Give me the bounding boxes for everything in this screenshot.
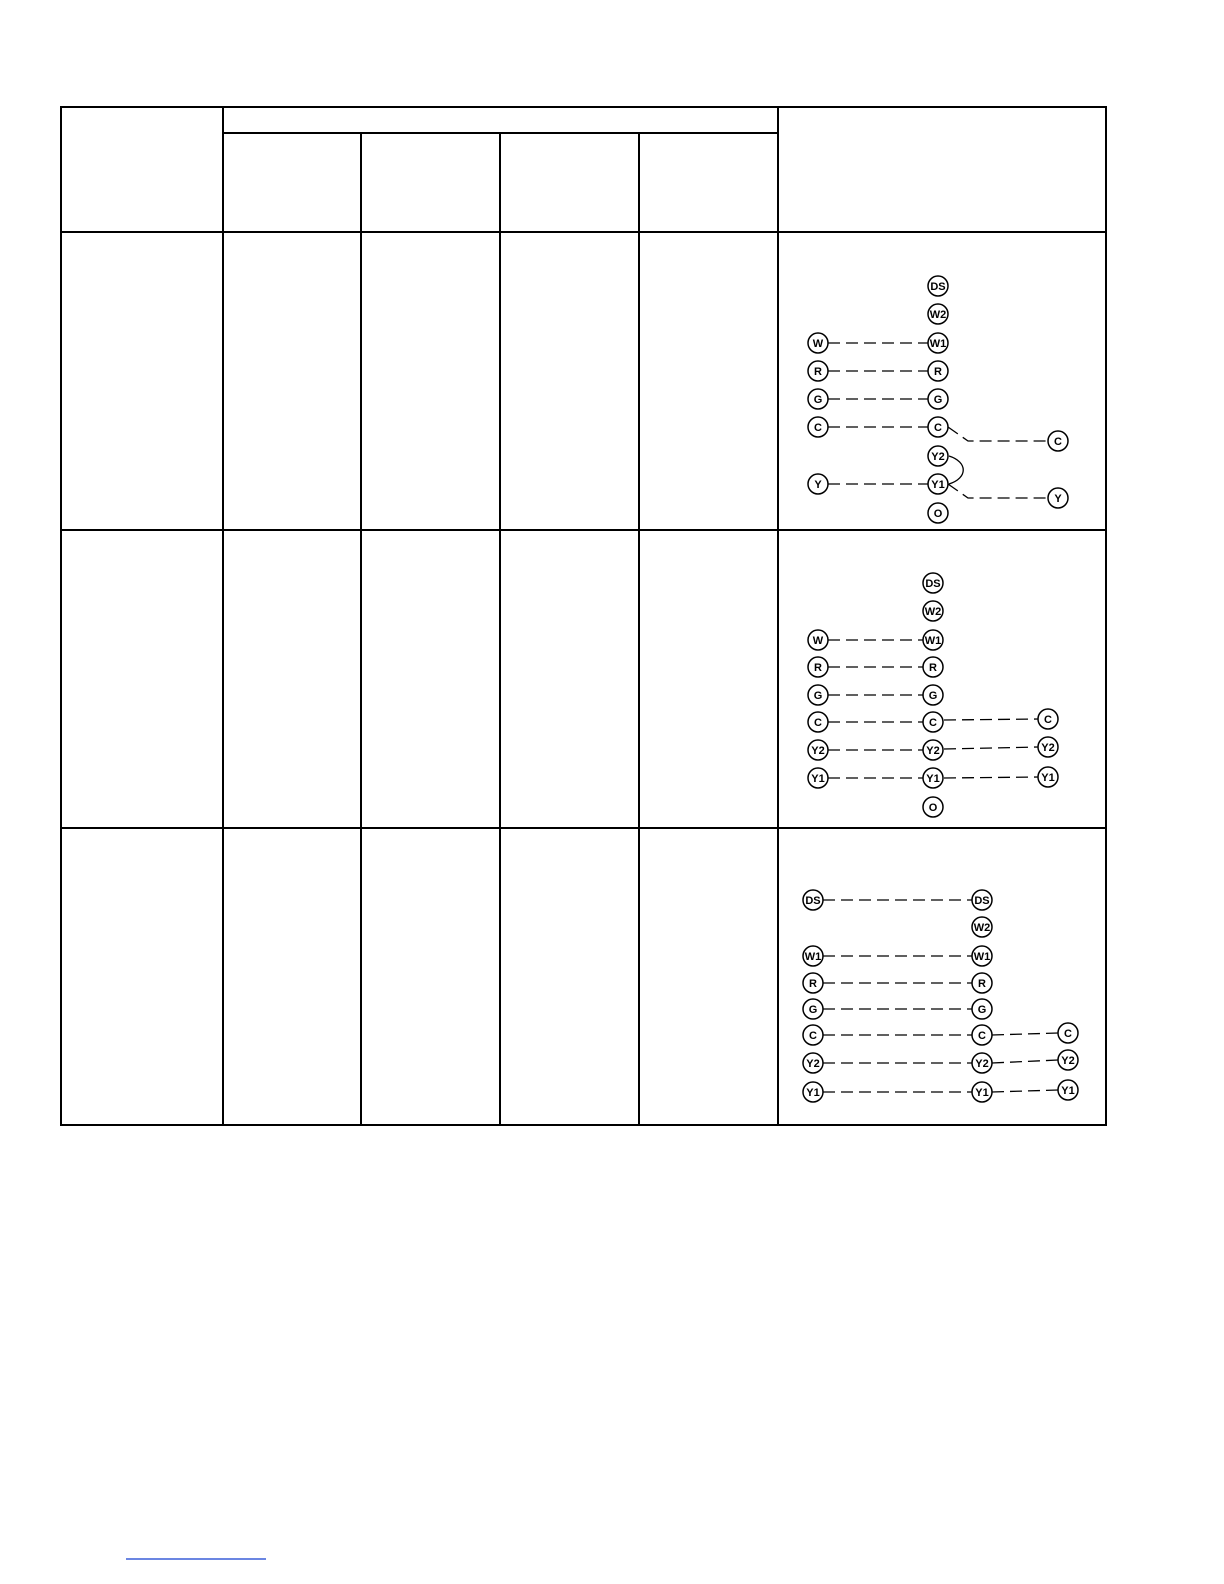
d1-board-c <box>928 417 948 437</box>
d1-board-y2-label: Y2 <box>931 451 945 463</box>
d1-outdoor-c-label: C <box>1054 436 1062 448</box>
d2-tstat-r-label: R <box>814 662 822 674</box>
d1-board-g-label: G <box>933 394 943 406</box>
d1-board-c-label: C <box>934 422 942 434</box>
d3-board-y2-label: Y2 <box>975 1058 989 1070</box>
d2-tstat-w-label: W <box>812 635 824 647</box>
d3-board-w2-label: W2 <box>973 922 991 934</box>
d2-tstat-y2 <box>808 740 828 760</box>
d3-board-r-label: R <box>978 978 986 990</box>
d3-tstat-ds-label: DS <box>805 895 821 907</box>
d1-board-o-label: O <box>933 508 943 520</box>
d2-outdoor-c <box>1038 709 1058 729</box>
d1-board-y2 <box>928 446 948 466</box>
d1-tstat-g <box>808 389 828 409</box>
d1-board-ds <box>928 276 948 296</box>
d3-board-y1 <box>972 1082 992 1102</box>
d2-board-r <box>923 657 943 677</box>
d1-outdoor-c <box>1048 431 1068 451</box>
d2-board-o-label: O <box>928 802 938 814</box>
d1-outdoor-y <box>1048 488 1068 508</box>
d2-board-w1 <box>923 630 943 650</box>
d3-tstat-r <box>803 973 823 993</box>
d2-board-ds-label: DS <box>925 578 941 590</box>
d3-board-ds-label: DS <box>974 895 990 907</box>
d2-board-y2-label: Y2 <box>926 745 940 757</box>
d2-tstat-r <box>808 657 828 677</box>
d1-board-w2 <box>928 304 948 324</box>
d2-tstat-w <box>808 630 828 650</box>
d3-outdoor-y1-label: Y1 <box>1061 1085 1075 1097</box>
d3-outdoor-c <box>1058 1023 1078 1043</box>
d1-board-ds-label: DS <box>930 281 946 293</box>
d3-board-g-label: G <box>977 1004 987 1016</box>
d2-board-g-label: G <box>928 690 938 702</box>
d3-board-c-label: C <box>978 1030 986 1042</box>
d2-outdoor-y2-label: Y2 <box>1041 742 1055 754</box>
d2-outdoor-c-label: C <box>1044 714 1052 726</box>
d2-outdoor-y2 <box>1038 737 1058 757</box>
d1-board-w1-label: W1 <box>929 338 947 350</box>
d3-board-r <box>972 973 992 993</box>
d3-tstat-g <box>803 999 823 1019</box>
d2-outdoor-y1-label: Y1 <box>1041 772 1055 784</box>
d2-board-c-label: C <box>929 717 937 729</box>
d1-board-w2-label: W2 <box>929 309 947 321</box>
d3-tstat-r-label: R <box>809 978 817 990</box>
d2-tstat-y1-label: Y1 <box>811 773 825 785</box>
d2-board-o <box>923 797 943 817</box>
d1-outdoor-y-label: Y <box>1054 493 1062 505</box>
d2-board-c <box>923 712 943 732</box>
d2-tstat-c <box>808 712 828 732</box>
d2-board-w2 <box>923 601 943 621</box>
d2-board-g <box>923 685 943 705</box>
d2-board-y2 <box>923 740 943 760</box>
d1-tstat-w-label: W <box>812 338 824 350</box>
d3-board-g <box>972 999 992 1019</box>
d1-tstat-r <box>808 361 828 381</box>
d3-tstat-y1 <box>803 1082 823 1102</box>
d1-board-r-label: R <box>934 366 942 378</box>
d3-tstat-y1-label: Y1 <box>806 1087 820 1099</box>
d3-tstat-y2 <box>803 1053 823 1073</box>
d1-tstat-r-label: R <box>814 366 822 378</box>
d3-outdoor-y2 <box>1058 1050 1078 1070</box>
d2-outdoor-y1 <box>1038 767 1058 787</box>
d3-board-w1 <box>972 946 992 966</box>
d2-tstat-g <box>808 685 828 705</box>
d2-tstat-g-label: G <box>813 690 823 702</box>
table-grid <box>61 107 1106 1125</box>
d3-outdoor-y1 <box>1058 1080 1078 1100</box>
d2-board-ds <box>923 573 943 593</box>
d3-board-w1-label: W1 <box>973 951 991 963</box>
d3-tstat-w1 <box>803 946 823 966</box>
d1-tstat-y-label: Y <box>814 479 822 491</box>
wiring-diagram-3 <box>823 900 1058 1092</box>
d3-outdoor-c-label: C <box>1064 1028 1072 1040</box>
d2-board-w1-label: W1 <box>924 635 942 647</box>
d3-outdoor-y2-label: Y2 <box>1061 1055 1075 1067</box>
d3-board-c <box>972 1025 992 1045</box>
d3-board-y2 <box>972 1053 992 1073</box>
d3-tstat-w1-label: W1 <box>804 951 822 963</box>
d1-tstat-y <box>808 474 828 494</box>
d2-board-y1-label: Y1 <box>926 773 940 785</box>
d1-board-y1 <box>928 474 948 494</box>
d1-tstat-g-label: G <box>813 394 823 406</box>
d2-board-y1 <box>923 768 943 788</box>
d3-tstat-y2-label: Y2 <box>806 1058 820 1070</box>
d2-tstat-y2-label: Y2 <box>811 745 825 757</box>
d2-tstat-c-label: C <box>814 717 822 729</box>
diagram-3-nodes <box>803 890 1078 1102</box>
d2-tstat-y1 <box>808 768 828 788</box>
d1-board-y1-label: Y1 <box>931 479 945 491</box>
d3-tstat-c-label: C <box>809 1030 817 1042</box>
d3-tstat-c <box>803 1025 823 1045</box>
d3-tstat-g-label: G <box>808 1004 818 1016</box>
d3-board-w2 <box>972 917 992 937</box>
d3-tstat-ds <box>803 890 823 910</box>
d3-board-ds <box>972 890 992 910</box>
diagram-2-nodes <box>808 573 1058 817</box>
d2-board-r-label: R <box>929 662 937 674</box>
d1-board-r <box>928 361 948 381</box>
d1-board-o <box>928 503 948 523</box>
d1-tstat-w <box>808 333 828 353</box>
d1-board-w1 <box>928 333 948 353</box>
d3-board-y1-label: Y1 <box>975 1087 989 1099</box>
d1-tstat-c-label: C <box>814 422 822 434</box>
d1-tstat-c <box>808 417 828 437</box>
d2-board-w2-label: W2 <box>924 606 942 618</box>
d1-board-g <box>928 389 948 409</box>
